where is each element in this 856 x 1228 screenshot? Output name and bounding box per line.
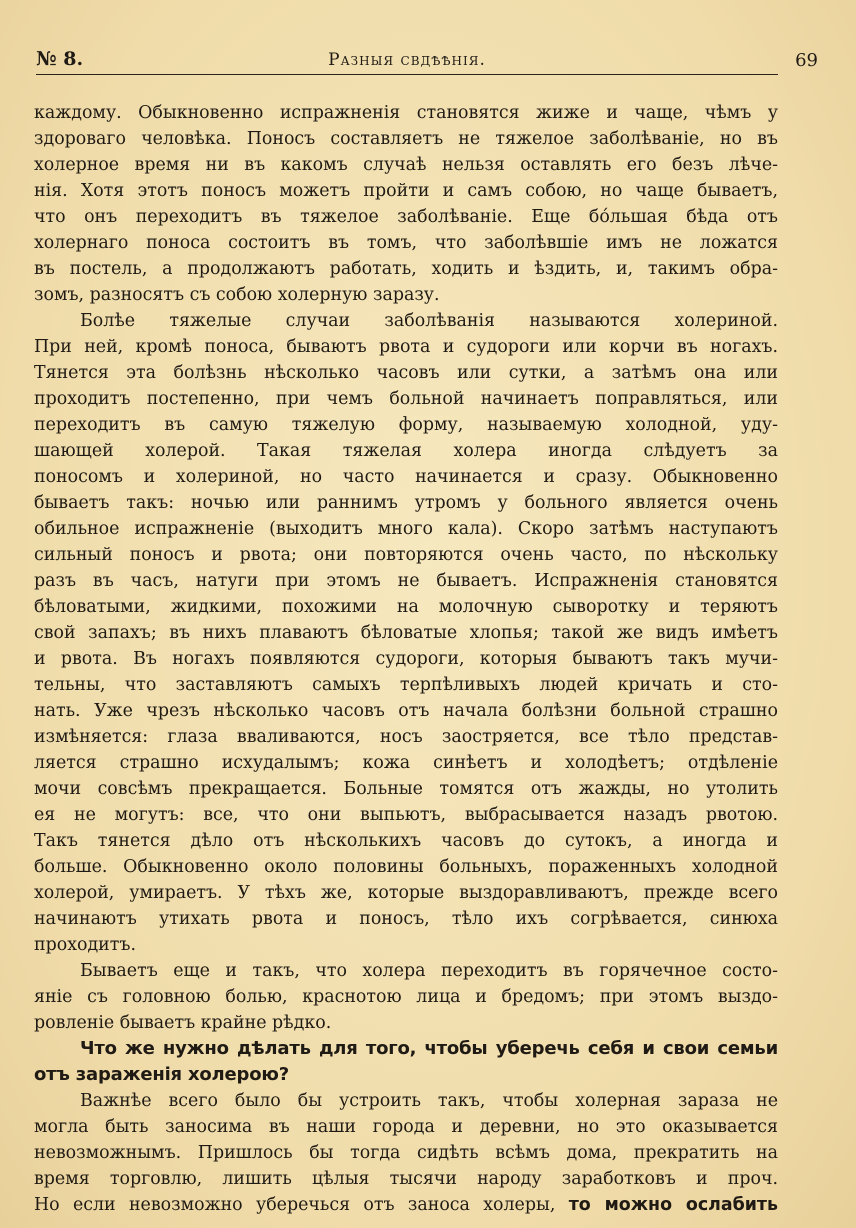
text-line: При ней, кромѣ поноса, бываютъ рвота и судороги или корчи въ ногахъ. bbox=[34, 337, 778, 357]
text-line: бѣловатыми, жидкими, похожими на молочную сыворотку и теряютъ bbox=[34, 597, 778, 617]
text-line: разъ въ часъ, натуги при этомъ не бываетъ. Испражненія становятся bbox=[34, 571, 778, 591]
text-line-final bbox=[34, 1192, 778, 1218]
text-line: холернаго поноса состоитъ въ томъ, что заболѣвшіе имъ не ложатся bbox=[34, 233, 778, 253]
text-line: больше. Обыкновенно около половины больныхъ, пораженныхъ холодной bbox=[34, 857, 778, 877]
section-title: Разныя свдѣѣнія. bbox=[328, 50, 486, 70]
running-header bbox=[36, 48, 818, 75]
text-line: проходитъ постепенно, при чемъ больной начинаетъ поправляться, или bbox=[34, 389, 778, 409]
text-line: ляется страшно исхудалымъ; кожа синѣетъ и холодѣетъ; отдѣленіе bbox=[34, 753, 778, 773]
text-line: холерой, умираетъ. У тѣхъ же, которые выздоравливаютъ, прежде всего bbox=[34, 883, 778, 903]
text-line: обильное испражненіе (выходитъ много кала). Скоро затѣмъ наступаютъ bbox=[34, 519, 778, 539]
text-line: Болѣе тяжелые случаи заболѣванія называются холериной. bbox=[80, 311, 778, 331]
text-line: яніе съ головною болью, краснотою лица и бредомъ; при этомъ выздо- bbox=[34, 987, 778, 1007]
text-line: ея не могутъ: все, что они выпьютъ, выбрасывается назадъ рвотою. bbox=[34, 805, 778, 825]
text-line: мочи совсѣмъ прекращается. Больные томятся отъ жажды, но утолить bbox=[34, 779, 778, 799]
text-line: Важнѣе всего было бы устроить такъ, чтобы холерная зараза не bbox=[80, 1091, 778, 1111]
text-line: поносомъ и холериной, но часто начинается и сразу. Обыкновенно bbox=[34, 467, 778, 487]
paragraph-2 bbox=[34, 308, 778, 958]
text-line: въ постель, а продолжаютъ работать, ходить и ѣздить, и, такимъ обра- bbox=[34, 259, 778, 279]
text-line: нать. Уже чрезъ нѣсколько часовъ отъ начала болѣзни больной страшно bbox=[34, 701, 778, 721]
text-line: проходитъ. bbox=[34, 935, 136, 955]
text-line: шающей холерой. Такая тяжелая холера иногда слѣдуетъ за bbox=[34, 441, 778, 461]
paragraph-4 bbox=[34, 1088, 778, 1218]
text-line: начинаютъ утихать рвота и поносъ, тѣло ихъ согрѣвается, синюха bbox=[34, 909, 778, 929]
text-line: Бываетъ еще и такъ, что холера переходитъ въ горячечное состо- bbox=[80, 961, 778, 981]
issue-number: № 8. bbox=[36, 48, 84, 70]
paragraph-1 bbox=[34, 100, 778, 308]
final-line-bold: то можно ослабить bbox=[568, 1195, 778, 1215]
text-line: сильный поносъ и рвота; они повторяются очень часто, по нѣскольку bbox=[34, 545, 778, 565]
text-line: тельны, что заставляютъ самыхъ терпѣливыхъ людей кричать и сто- bbox=[34, 675, 778, 695]
section-heading bbox=[34, 1036, 778, 1088]
text-line: время торговлю, лишить цѣлыя тысячи народу заработковъ и проч. bbox=[34, 1169, 778, 1189]
heading-line: Что же нужно дѣлать для того, чтобы уберечь себя и свои семьи bbox=[80, 1038, 778, 1059]
text-line: Такъ тянется дѣло отъ нѣсколькихъ часовъ до сутокъ, а иногда и bbox=[34, 831, 778, 851]
text-line: свой запахъ; въ нихъ плаваютъ бѣловатые хлопья; такой же видъ имѣетъ bbox=[34, 623, 778, 643]
paragraph-3 bbox=[34, 958, 778, 1036]
text-line: переходитъ въ самую тяжелую форму, называемую холодной, уду- bbox=[34, 415, 778, 435]
text-line: Тянется эта болѣзнь нѣсколько часовъ или сутки, а затѣмъ она или bbox=[34, 363, 778, 383]
text-line: каждому. Обыкновенно испражненія становятся жиже и чаще, чѣмъ у bbox=[34, 103, 778, 123]
text-line: здороваго человѣка. Поносъ составляетъ не тяжелое заболѣваніе, но въ bbox=[34, 129, 778, 149]
text-line: что онъ переходитъ въ тяжелое заболѣваніе. Еще бóльшая бѣда отъ bbox=[34, 207, 778, 227]
text-line: зомъ, разносятъ съ собою холерную заразу. bbox=[34, 285, 440, 305]
text-line: ровленіе бываетъ крайне рѣдко. bbox=[34, 1013, 332, 1033]
text-line: и рвота. Въ ногахъ появляются судороги, которыя бываютъ такъ мучи- bbox=[34, 649, 778, 669]
text-line: измѣняется: глаза вваливаются, носъ заостряется, все тѣло представ- bbox=[34, 727, 778, 747]
text-line: могла быть заносима въ наши города и деревни, но это оказывается bbox=[34, 1117, 778, 1137]
text-line: нія. Хотя этотъ поносъ можетъ пройти и самъ собою, но чаще бываетъ, bbox=[34, 181, 778, 201]
final-line-regular: Но если невозможно уберечься отъ заноса холеры, bbox=[34, 1195, 556, 1215]
text-line: бываетъ такъ: ночью или раннимъ утромъ у больного является очень bbox=[34, 493, 778, 513]
text-line: холерное время ни въ какомъ случаѣ нельзя оставлять его безъ лѣче- bbox=[34, 155, 778, 175]
page-body bbox=[34, 100, 778, 1218]
text-line: невозможнымъ. Пришлось бы тогда сидѣть всѣмъ дома, прекратить на bbox=[34, 1143, 778, 1163]
heading-line: отъ зараженія холерою? bbox=[34, 1064, 289, 1085]
page-number: 69 bbox=[795, 50, 818, 71]
